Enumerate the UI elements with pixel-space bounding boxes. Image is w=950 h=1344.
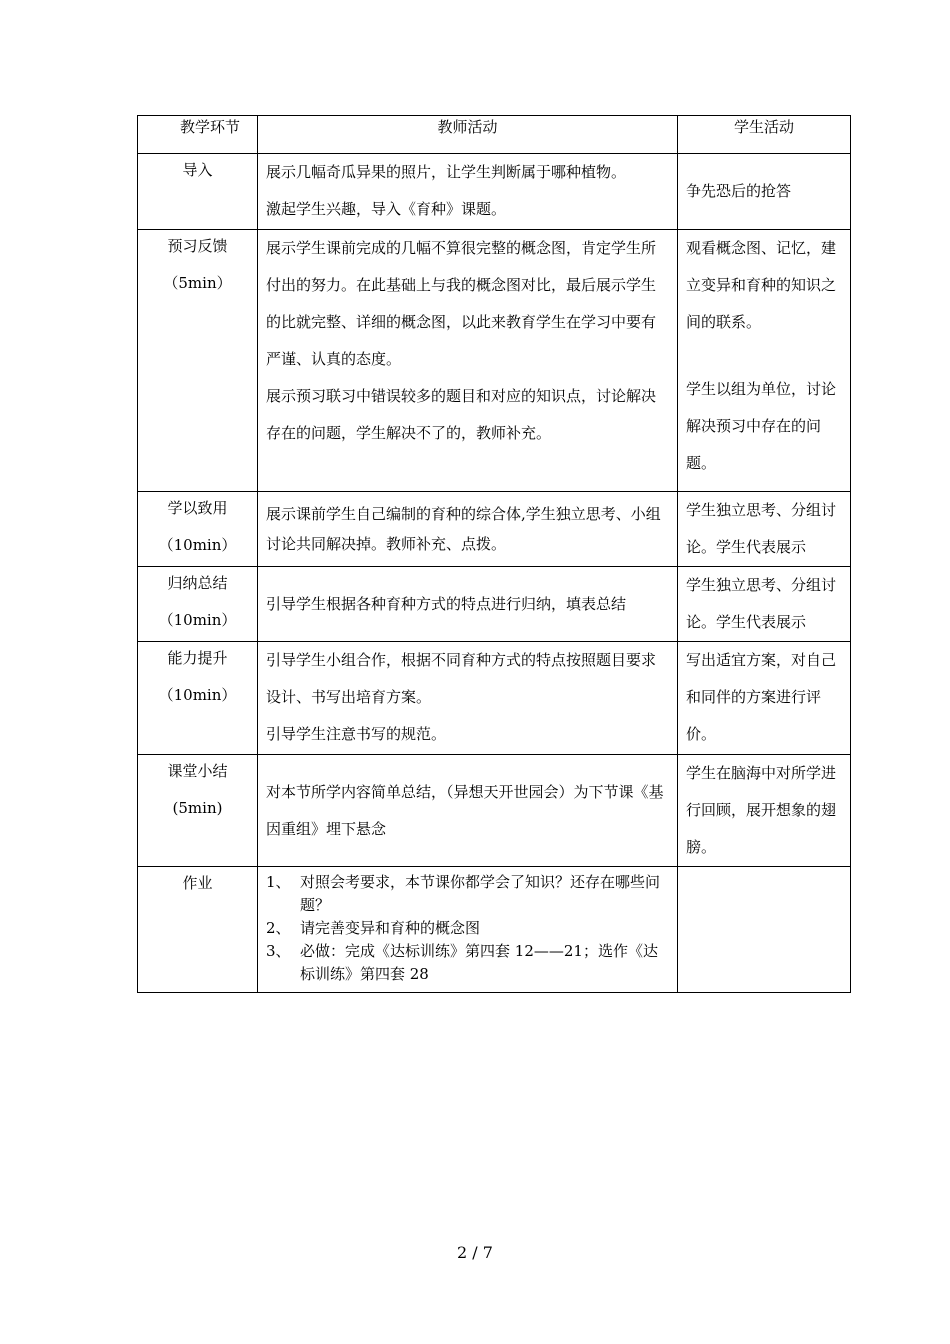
student-activity-cell — [678, 567, 851, 642]
page-number: 2 / 7 — [457, 1243, 493, 1262]
teacher-activity-cell — [258, 755, 678, 867]
lesson-plan-table — [137, 115, 851, 993]
teacher-activity-cell — [258, 154, 678, 230]
teacher-activity-text: 对本节所学内容简单总结，（异想天开世园会）为下节课《基因重组》埋下悬念 — [266, 782, 664, 838]
list-item — [266, 917, 669, 940]
stage-time: (5min) — [172, 799, 223, 817]
stage-name: 导入 — [182, 161, 213, 179]
stage-time: （10min） — [158, 536, 237, 554]
student-activity-cell — [678, 755, 851, 867]
teacher-activity-text: 展示预习联习中错误较多的题目和对应的知识点，讨论解决存在的问题，学生解决不了的，教师补充。 — [266, 387, 657, 442]
student-activity-cell — [678, 867, 851, 993]
stage-time: （10min） — [158, 686, 237, 704]
stage-name: 能力提升 — [167, 649, 228, 667]
homework-item-number: 1、 — [266, 873, 291, 891]
table-row — [138, 230, 851, 492]
teacher-activity-cell — [258, 642, 678, 755]
table-row — [138, 867, 851, 993]
list-item — [266, 940, 669, 986]
stage-cell — [138, 154, 258, 230]
student-activity-text: 学生独立思考、分组讨论。学生代表展示 — [686, 576, 837, 631]
list-item — [266, 871, 669, 917]
student-activity-text: 写出适宜方案，对自己和同伴的方案进行评价。 — [686, 651, 837, 743]
stage-name: 学以致用 — [167, 499, 228, 517]
homework-item-text: 请完善变异和育种的概念图 — [300, 919, 481, 937]
stage-cell — [138, 230, 258, 492]
stage-time: （5min） — [163, 274, 232, 292]
table-row — [138, 492, 851, 567]
stage-name: 归纳总结 — [167, 574, 228, 592]
homework-item-number: 3、 — [266, 942, 291, 960]
student-activity-text: 争先恐后的抢答 — [686, 182, 792, 200]
header-student-activity: 学生活动 — [678, 116, 851, 154]
teacher-activity-text: 引导学生注意书写的规范。 — [266, 725, 447, 743]
teacher-activity-text: 引导学生小组合作，根据不同育种方式的特点按照题目要求设计、书写出培育方案。 — [266, 651, 657, 706]
teacher-activity-text: 展示学生课前完成的几幅不算很完整的概念图，肯定学生所付出的努力。在此基础上与我的概念图对比，最后展示学生的比就完整、详细的概念图，以此来教育学生在学习中要有严谨、认真的态度。 — [266, 239, 657, 368]
student-activity-text: 观看概念图、记忆，建立变异和育种的知识之间的联系。 — [686, 239, 837, 331]
homework-list — [266, 867, 669, 990]
student-activity-text: 学生独立思考、分组讨论。学生代表展示 — [686, 501, 837, 556]
teacher-activity-cell — [258, 567, 678, 642]
stage-cell — [138, 642, 258, 755]
stage-name: 作业 — [182, 874, 213, 892]
table-row — [138, 567, 851, 642]
student-activity-text: 学生以组为单位，讨论解决预习中存在的问题。 — [686, 380, 837, 472]
teacher-activity-text: 激起学生兴趣，导入《育种》课题。 — [266, 200, 507, 218]
homework-item-number: 2、 — [266, 919, 291, 937]
homework-item-text: 必做：完成《达标训练》第四套 12——21；选作《达标训练》第四套 28 — [300, 942, 658, 983]
stage-name: 课堂小结 — [167, 762, 228, 780]
teacher-activity-cell — [258, 492, 678, 567]
table-row — [138, 755, 851, 867]
stage-cell — [138, 492, 258, 567]
teacher-activity-text: 引导学生根据各种育种方式的特点进行归纳，填表总结 — [266, 594, 627, 613]
teacher-activity-text: 展示课前学生自己编制的育种的综合体,学生独立思考、小组讨论共同解决掉。教师补充、点拨。 — [266, 505, 661, 553]
student-activity-cell — [678, 230, 851, 492]
homework-item-text: 对照会考要求，本节课你都学会了知识？还存在哪些问题？ — [300, 873, 661, 914]
student-activity-cell — [678, 492, 851, 567]
header-stage: 教学环节 — [138, 116, 258, 154]
table-row — [138, 642, 851, 755]
table-header-row — [138, 116, 851, 154]
header-teacher-activity: 教师活动 — [258, 116, 678, 154]
table-row — [138, 154, 851, 230]
stage-cell — [138, 867, 258, 993]
homework-cell — [258, 867, 678, 993]
student-activity-cell — [678, 154, 851, 230]
stage-name: 预习反馈 — [167, 237, 228, 255]
student-activity-cell — [678, 642, 851, 755]
teacher-activity-cell — [258, 230, 678, 492]
stage-time: （10min） — [158, 611, 237, 629]
stage-cell — [138, 567, 258, 642]
stage-cell — [138, 755, 258, 867]
student-activity-text: 学生在脑海中对所学进行回顾，展开想象的翅膀。 — [686, 764, 837, 856]
teacher-activity-text: 展示几幅奇瓜异果的照片，让学生判断属于哪种植物。 — [266, 163, 627, 181]
